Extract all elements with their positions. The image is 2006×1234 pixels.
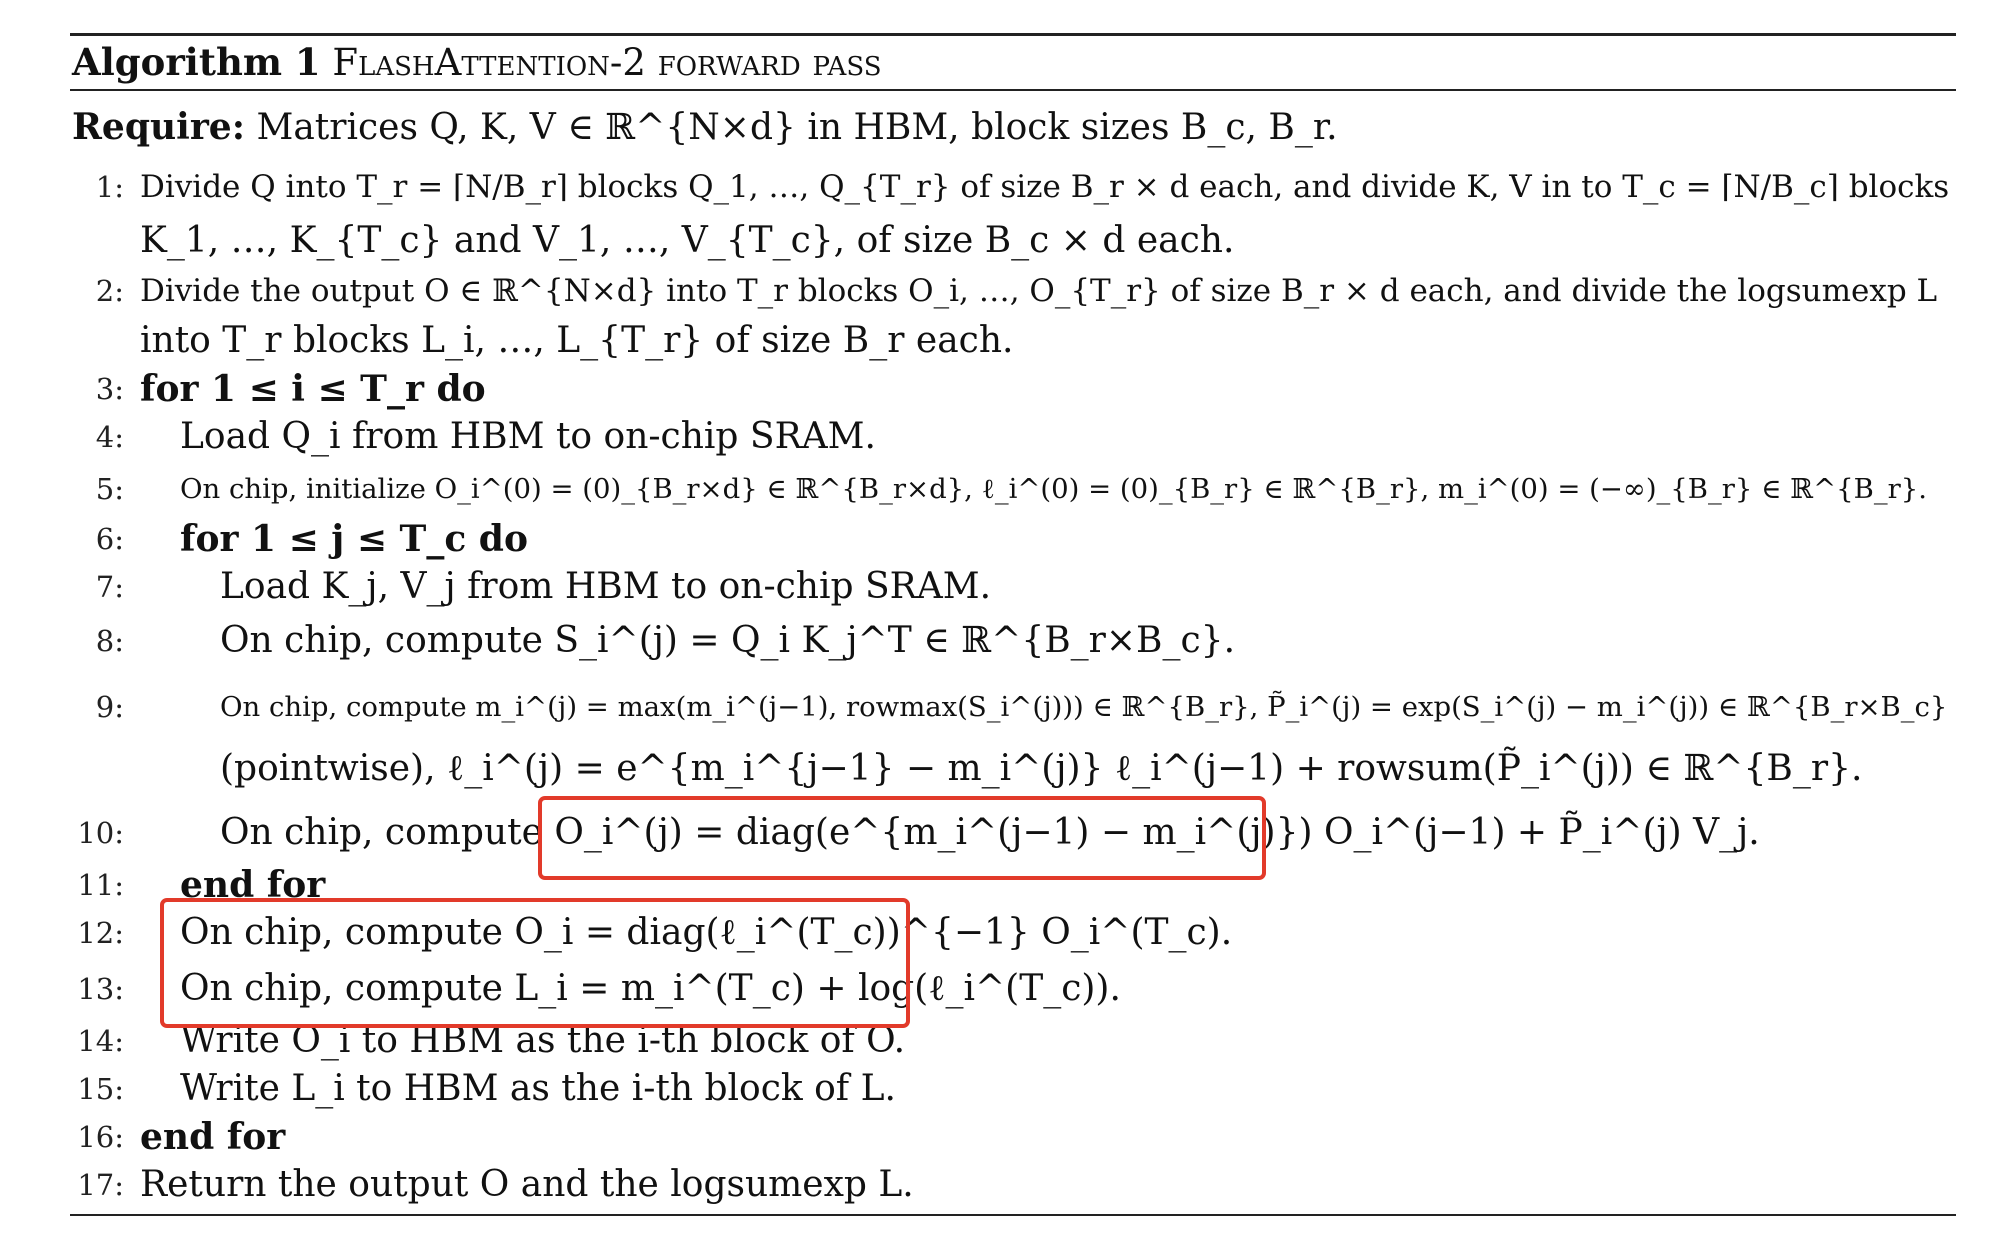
algorithm-title xyxy=(72,38,882,87)
bottom-rule xyxy=(70,1214,1956,1216)
line-number: 7: xyxy=(95,570,124,604)
top-rule xyxy=(70,33,1956,36)
require-text: Matrices Q, K, V ∈ ℝ^{N×d} in HBM, block sizes B_c, B_r. xyxy=(256,107,1338,148)
line-text: into T_r blocks L_i, …, L_{T_r} of size B_r each. xyxy=(140,320,1014,361)
algorithm-name: FlashAttention-2 forward pass xyxy=(332,41,882,84)
line-number: 11: xyxy=(77,868,124,902)
line-number: 12: xyxy=(77,916,124,950)
line-text: On chip, compute S_i^(j) = Q_i K_j^T ∈ ℝ^{B_r×B_c}. xyxy=(220,620,1236,661)
require-label: Require: xyxy=(72,106,246,148)
highlight-box-lines-12-13 xyxy=(160,898,910,1028)
algorithm-label: Algorithm 1 xyxy=(72,40,321,84)
line-number: 15: xyxy=(77,1072,124,1106)
line-text: for 1 ≤ i ≤ T_r do xyxy=(140,368,486,410)
line-number: 8: xyxy=(95,624,124,658)
require-line xyxy=(72,104,1954,151)
line-text: for 1 ≤ j ≤ T_c do xyxy=(180,518,528,560)
line-number: 2: xyxy=(95,274,124,308)
line-text: Load Q_i from HBM to on-chip SRAM. xyxy=(180,416,876,457)
line-text: K_1, …, K_{T_c} and V_1, …, V_{T_c}, of size B_c × d each. xyxy=(140,220,1235,261)
line-number: 4: xyxy=(95,420,124,454)
line-number: 1: xyxy=(95,170,124,204)
line-number: 5: xyxy=(95,472,124,506)
highlight-box-line-10 xyxy=(538,796,1266,880)
line-text: Write O_i to HBM as the i-th block of O. xyxy=(180,1020,906,1061)
line-text: end for xyxy=(180,864,326,906)
line-number: 6: xyxy=(95,522,124,556)
line-text: On chip, compute O_i^(j) = diag(e^{m_i^(j−1) − m_i^(j)}) O_i^(j−1) + P̃_i^(j) V_j. xyxy=(220,812,1760,853)
line-text: Return the output O and the logsumexp L. xyxy=(140,1164,914,1205)
line-text: Load K_j, V_j from HBM to on-chip SRAM. xyxy=(220,566,992,607)
line-text: Divide Q into T_r = ⌈N/B_r⌉ blocks Q_1, …, Q_{T_r} of size B_r × d each, and divide K, V in to T_c = ⌈N/B_c⌉ blocks xyxy=(140,169,1950,205)
line-text: Divide the output O ∈ ℝ^{N×d} into T_r blocks O_i, …, O_{T_r} of size B_r × d each, and divide the logsumexp L xyxy=(140,273,1938,309)
line-text: On chip, compute O_i = diag(ℓ_i^(T_c))^{−1} O_i^(T_c). xyxy=(180,912,1233,953)
line-number: 16: xyxy=(77,1120,124,1154)
line-number: 9: xyxy=(95,690,124,724)
line-number: 13: xyxy=(77,972,124,1006)
line-text: end for xyxy=(140,1116,286,1158)
line-text: Write L_i to HBM as the i-th block of L. xyxy=(180,1068,896,1109)
line-text: On chip, compute L_i = m_i^(T_c) + log(ℓ_i^(T_c)). xyxy=(180,968,1121,1009)
title-rule xyxy=(70,89,1956,91)
line-number: 10: xyxy=(77,816,124,850)
line-number: 17: xyxy=(77,1168,124,1202)
line-text: On chip, initialize O_i^(0) = (0)_{B_r×d} ∈ ℝ^{B_r×d}, ℓ_i^(0) = (0)_{B_r} ∈ ℝ^{B_r}, m_i^(0) = (−∞)_{B_r} ∈ ℝ^{B_r}. xyxy=(180,473,1927,505)
line-text: On chip, compute m_i^(j) = max(m_i^(j−1), rowmax(S_i^(j))) ∈ ℝ^{B_r}, P̃_i^(j) = exp(S_i^(j) − m_i^(j)) ∈ ℝ^{B_r×B_c} xyxy=(220,691,1948,723)
line-text: (pointwise), ℓ_i^(j) = e^{m_i^{j−1} − m_i^(j)} ℓ_i^(j−1) + rowsum(P̃_i^(j)) ∈ ℝ^{B_r}. xyxy=(220,748,1863,789)
line-number: 3: xyxy=(95,372,124,406)
line-number: 14: xyxy=(77,1024,124,1058)
